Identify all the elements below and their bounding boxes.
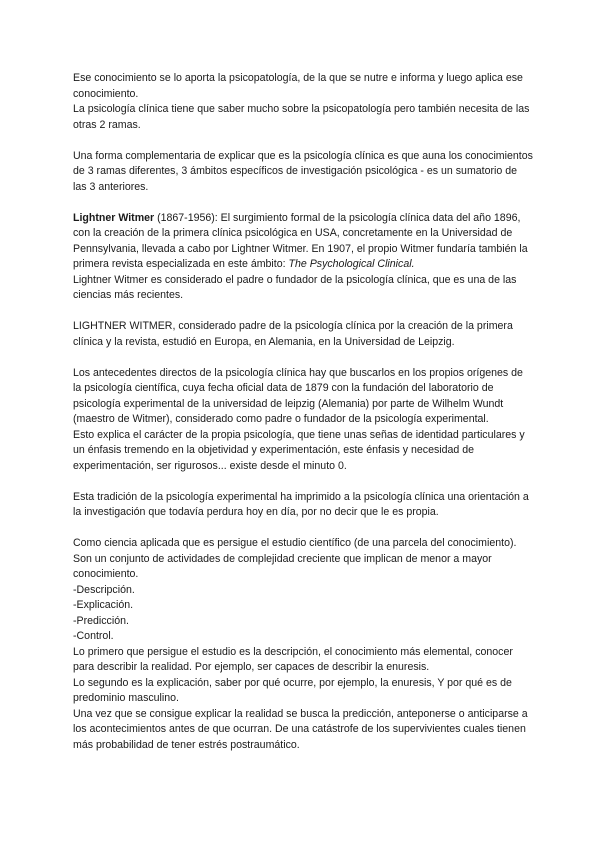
paragraph: La psicología clínica tiene que saber mucho sobre la psicopatología pero también necesita de las otras 2 ramas.: [73, 103, 530, 131]
paragraph-gap: [73, 474, 533, 490]
paragraph: Esta tradición de la psicología experimental ha imprimido a la psicología clínica una orientación a la investigación que todavía perdura hoy en día, por no decir que le es propia.: [73, 490, 529, 518]
list-item: -Predicción.: [73, 614, 129, 627]
paragraph: Ese conocimiento se lo aporta la psicopatología, de la que se nutre e informa y luego aplica ese conocimiento.: [73, 72, 523, 100]
paragraph: LIGHTNER WITMER, considerado padre de la psicología clínica por la creación de la primera clínica y la revista, estudió en Europa, en Alemania, en la Universidad de Leipzig.: [73, 320, 513, 348]
paragraph-gap: [73, 304, 533, 320]
journal-title: The Psychological Clinical.: [288, 258, 415, 270]
paragraph: Los antecedentes directos de la psicología clínica hay que buscarlos en los propios orígenes de la psicología científica, cuya fecha oficial data de 1879 con la fundación del laboratorio de psicología experimental de la universidad de leipzig (Alemania) por parte de Wilhelm Wundt (maestro de Witmer), considerado como padre o fundador de la psicología experimental.: [73, 366, 523, 425]
paragraph: Esto explica el carácter de la propia psicología, que tiene unas señas de identidad particulares y un énfasis tremendo en la objetividad y experimentación, este énfasis y necesidad de experimentación, ser rigurosos... existe desde el minuto 0.: [73, 428, 525, 472]
paragraph: [73, 211, 533, 273]
paragraph: Una vez que se consigue explicar la realidad se busca la predicción, anteponerse o anticiparse a los acontecimientos antes de que ocurran. De una catástrofe de los supervivientes cuales tienen más probabilidad de tener estrés postraumático.: [73, 707, 528, 751]
paragraph-text: (1867-1956): El surgimiento formal de la psicología clínica data del año 1896, con la creación de la primera clínica psicológica en USA, concretamente en la Universidad de Pennsylvania, llevada a cabo por Lightner Witmer. En 1907, el propio Witmer fundaría también la primera revista especializada en este ámbito:: [73, 211, 528, 270]
paragraph: Lightner Witmer es considerado el padre o fundador de la psicología clínica, que es una de las ciencias más recientes.: [73, 273, 517, 301]
person-name: Lightner Witmer: [73, 211, 155, 224]
paragraph: Como ciencia aplicada que es persigue el estudio científico (de una parcela del conocimiento). Son un conjunto de actividades de complejidad creciente que implican de menor a mayor conocimiento.: [73, 537, 517, 580]
list-item: -Descripción.: [73, 583, 135, 596]
paragraph-gap: [73, 350, 533, 366]
document-body: [73, 71, 533, 753]
paragraph-gap: [73, 521, 533, 537]
paragraph: Lo segundo es la explicación, saber por qué ocurre, por ejemplo, la enuresis, Y por qué es de predominio masculino.: [73, 676, 512, 704]
list-item: -Control.: [73, 630, 114, 642]
list-item: -Explicación.: [73, 599, 134, 611]
paragraph-gap: [73, 195, 533, 211]
paragraph: Una forma complementaria de explicar que es la psicología clínica es que auna los conocimientos de 3 ramas diferentes, 3 ámbitos específicos de investigación psicológica - es un sumatorio de las 3 anteriores.: [73, 149, 533, 193]
paragraph-gap: [73, 133, 533, 149]
paragraph: Lo primero que persigue el estudio es la descripción, el conocimiento más elemental, conocer para describir la realidad. Por ejemplo, ser capaces de describir la enuresis.: [73, 645, 513, 673]
